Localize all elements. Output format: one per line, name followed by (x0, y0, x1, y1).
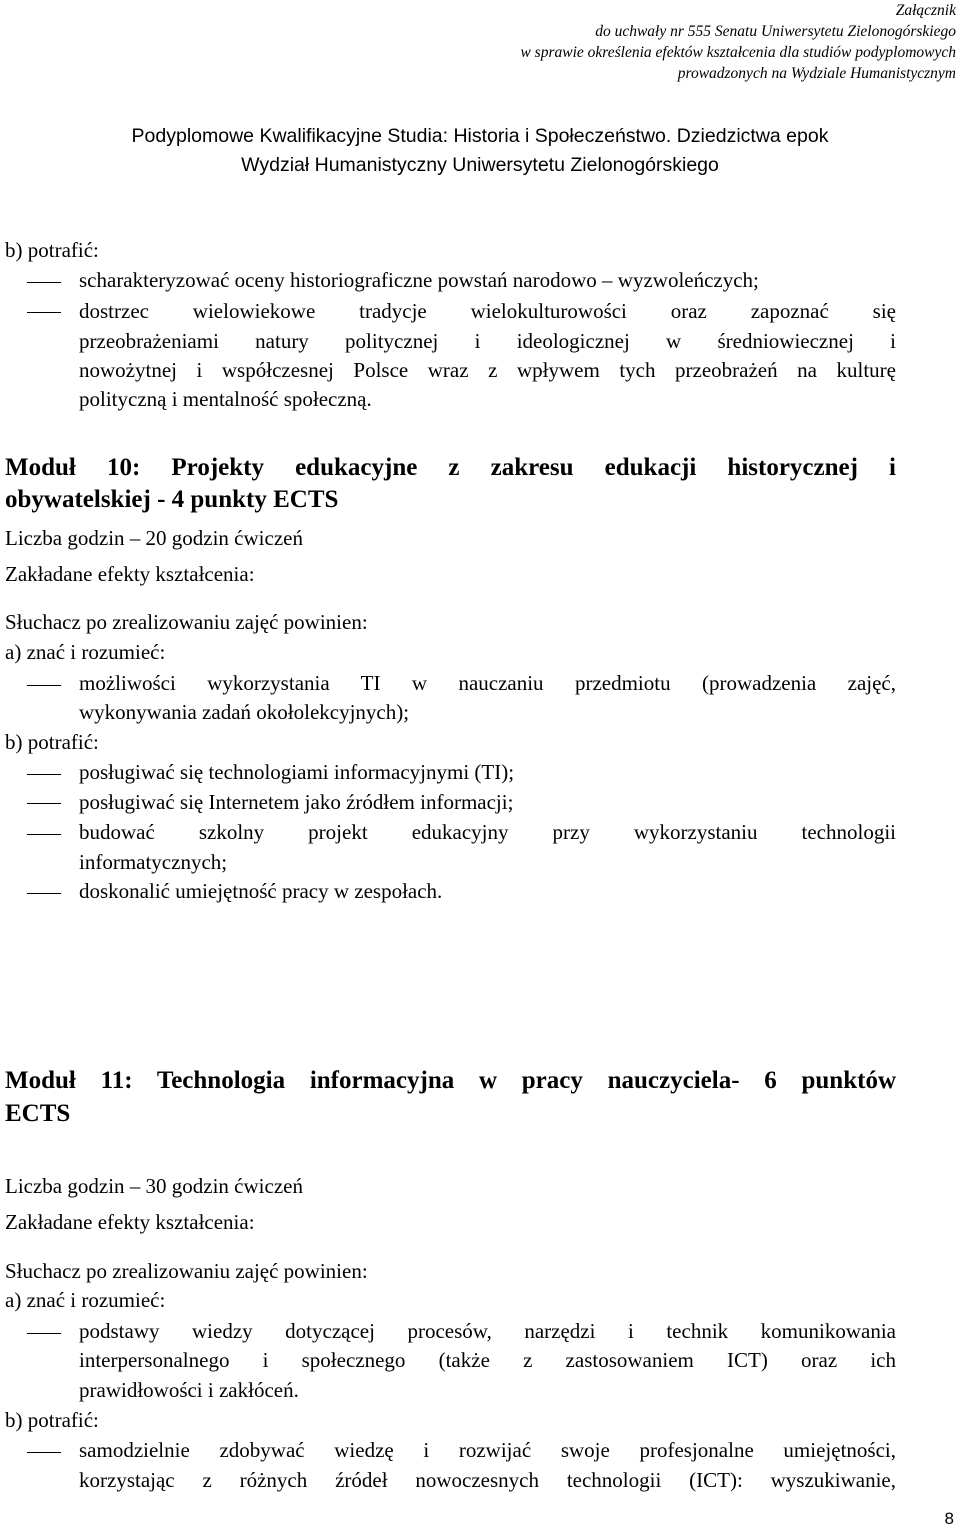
module-10-b-item-2: posługiwać się Internetem jako źródłem informacji; (79, 790, 514, 814)
module-11-a-item-1-line-2: interpersonalnego i społecznego (także z zastosowaniem ICT) oraz ich (79, 1348, 896, 1372)
module-11-a-item-1-line-1: podstawy wiedzy dotyczącej procesów, narzędzi i technik komunikowania (79, 1319, 896, 1343)
module-10-b-label: b) potrafić: (5, 730, 99, 754)
module-10-a-label: a) znać i rozumieć: (5, 640, 166, 664)
prev-b-item-2-line-2: przeobrażeniami natury politycznej i ideologicznej w średniowiecznej i (79, 329, 896, 353)
prev-b-item-2-line-1: dostrzec wielowiekowe tradycje wielokulturowości oraz zapoznać się (79, 299, 896, 323)
module-10-title-line-2: obywatelskiej - 4 punkty ECTS (5, 486, 339, 513)
module-10-b-item-1: posługiwać się technologiami informacyjnymi (TI); (79, 760, 515, 784)
module-11-hours: Liczba godzin – 30 godzin ćwiczeń (5, 1174, 303, 1198)
module-11-effects: Zakładane efekty kształcenia: (5, 1210, 255, 1234)
dash-bullet (27, 893, 61, 894)
module-11-title-line-1: Moduł 11: Technologia informacyjna w pracy nauczyciela- 6 punktów (5, 1067, 896, 1094)
page-number: 8 (944, 1509, 954, 1528)
prev-b-item-2-line-4: polityczną i mentalność społeczną. (79, 387, 372, 411)
module-11-student: Słuchacz po zrealizowaniu zajęć powinien: (5, 1259, 368, 1283)
module-10-b-item-4: doskonalić umiejętność pracy w zespołach. (79, 879, 443, 903)
module-11-b-label: b) potrafić: (5, 1408, 99, 1432)
module-10-hours: Liczba godzin – 20 godzin ćwiczeń (5, 526, 303, 550)
annex-note (256, 0, 956, 84)
annex-line-2: w sprawie określenia efektów kształcenia dla studiów podyplomowych (520, 44, 956, 61)
prev-b-item-2-line-3: nowożytnej i współczesnej Polsce wraz z wpływem tych przeobrażeń na kulturę (79, 358, 896, 382)
dash-bullet (27, 312, 61, 313)
module-11-a-item-1-line-3: prawidłowości i zakłóceń. (79, 1378, 299, 1402)
module-11-b-item-1-line-1: samodzielnie zdobywać wiedzę i rozwijać swoje profesjonalne umiejętności, (79, 1438, 896, 1462)
dash-bullet (27, 803, 61, 804)
module-10-a-item-1-line-1: możliwości wykorzystania TI w nauczaniu przedmiotu (prowadzenia zajęć, (79, 671, 896, 695)
module-11-b-item-1-line-2: korzystając z różnych źródeł nowoczesnych technologii (ICT): wyszukiwanie, (79, 1468, 896, 1492)
dash-bullet (27, 282, 61, 283)
header-program-title: Podyplomowe Kwalifikacyjne Studia: Historia i Społeczeństwo. Dziedzictwa epok (131, 125, 829, 147)
module-10-title-line-1: Moduł 10: Projekty edukacyjne z zakresu edukacji historycznej i (5, 454, 896, 481)
prev-b-label: b) potrafić: (5, 238, 99, 262)
module-11-title-line-2: ECTS (5, 1100, 71, 1127)
annex-line-1: do uchwały nr 555 Senatu Uniwersytetu Zielonogórskiego (595, 23, 956, 40)
dash-bullet (27, 685, 61, 686)
dash-bullet (27, 1333, 61, 1334)
module-11-a-label: a) znać i rozumieć: (5, 1288, 166, 1312)
dash-bullet (27, 1452, 61, 1453)
module-10-b-item-3-line-1: budować szkolny projekt edukacyjny przy wykorzystaniu technologii (79, 820, 896, 844)
module-10-a-item-1-line-2: wykonywania zadań okołolekcyjnych); (79, 700, 410, 724)
header-faculty: Wydział Humanistyczny Uniwersytetu Zielonogórskiego (241, 154, 719, 176)
module-10-b-item-3-line-2: informatycznych; (79, 850, 228, 874)
annex-line-3: prowadzonych na Wydziale Humanistycznym (677, 65, 956, 82)
annex-title: Załącznik (895, 2, 956, 19)
module-10-effects: Zakładane efekty kształcenia: (5, 562, 255, 586)
dash-bullet (27, 834, 61, 835)
prev-b-item-1: scharakteryzować oceny historiograficzne powstań narodowo – wyzwoleńczych; (79, 268, 759, 292)
document-header (0, 122, 960, 180)
module-10-student: Słuchacz po zrealizowaniu zajęć powinien: (5, 610, 368, 634)
dash-bullet (27, 774, 61, 775)
